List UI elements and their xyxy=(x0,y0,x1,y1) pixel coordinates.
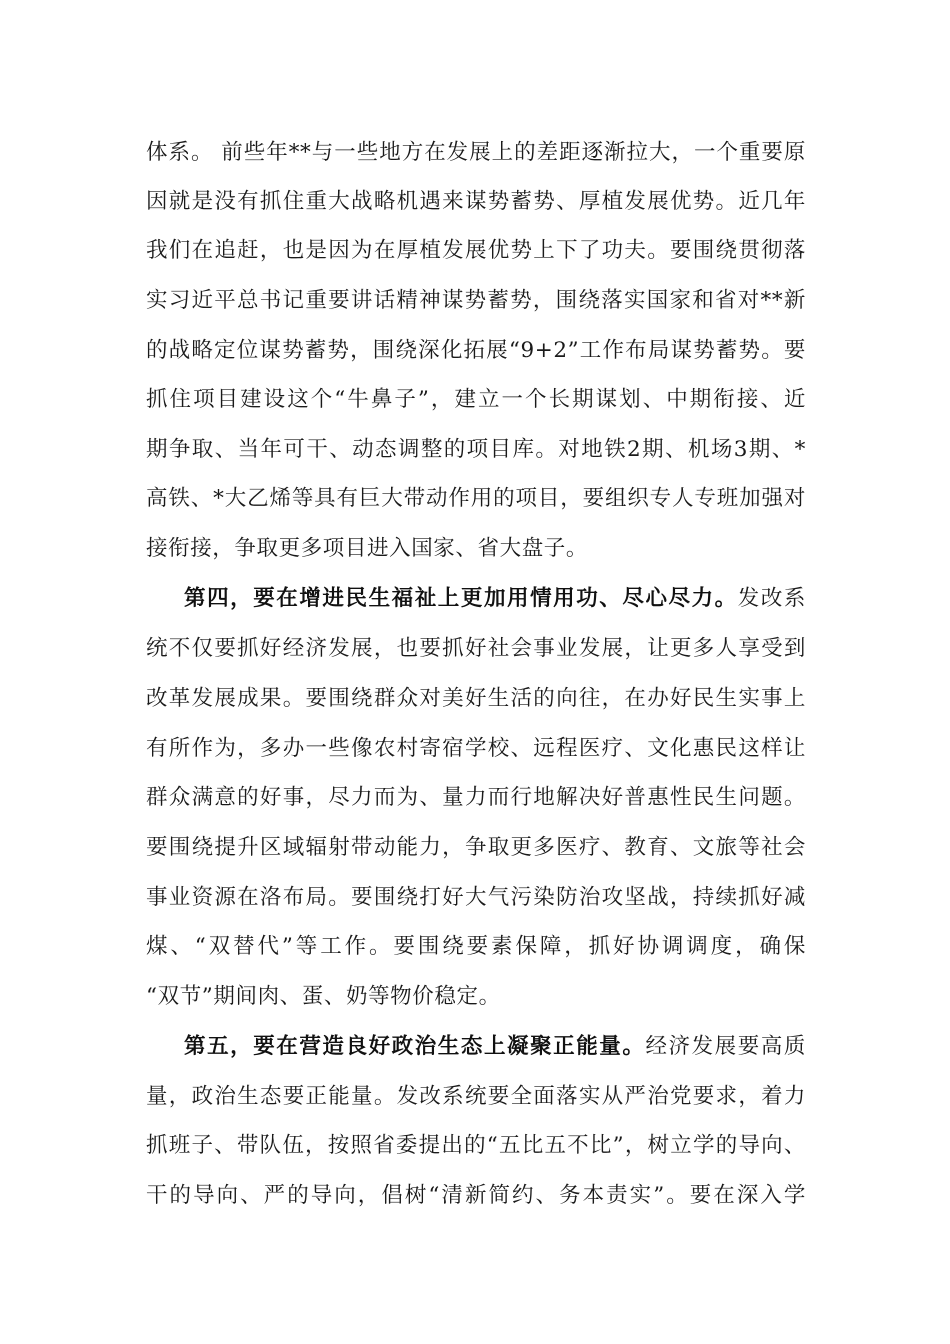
line-text: 的战略定位谋势蓄势，围绕深化拓展“9+2”工作布局谋势蓄势。要 xyxy=(146,338,806,363)
body-line-20 xyxy=(146,1082,806,1112)
line-text: 抓住项目建设这个“牛鼻子”，建立一个长期谋划、中期衔接、近 xyxy=(146,387,806,412)
body-line-21 xyxy=(146,1131,806,1161)
line-text: 事业资源在洛布局。要围绕打好大气污染防治攻坚战，持续抓好减 xyxy=(146,885,806,910)
section-four-heading-line xyxy=(184,584,806,614)
body-line-14 xyxy=(146,783,806,813)
body-line-5 xyxy=(146,336,806,366)
line-text: 实习近平总书记重要讲话精神谋势蓄势，围绕落实国家和省对**新 xyxy=(146,288,806,313)
line-text: 我们在追赶，也是因为在厚植发展优势上下了功夫。要围绕贯彻落 xyxy=(146,238,806,263)
section-five-heading: 第五，要在营造良好政治生态上凝聚正能量。 xyxy=(184,1034,646,1059)
body-line-7 xyxy=(146,435,806,465)
line-text: 经济发展要高质 xyxy=(645,1034,806,1059)
line-text: “双节”期间肉、蛋、奶等物价稳定。 xyxy=(146,984,501,1009)
line-text: 因就是没有抓住重大战略机遇来谋势蓄势、厚植发展优势。近几年 xyxy=(146,189,806,214)
line-text: 要围绕提升区域辐射带动能力，争取更多医疗、教育、文旅等社会 xyxy=(146,835,806,860)
line-text: 抓班子、带队伍，按照省委提出的“五比五不比”，树立学的导向、 xyxy=(146,1133,806,1158)
body-line-22 xyxy=(146,1181,806,1211)
body-line-16 xyxy=(146,883,806,913)
section-four-heading: 第四，要在增进民生福祉上更加用情用功、尽心尽力。 xyxy=(184,586,738,611)
line-text: 发改系 xyxy=(737,586,806,611)
body-line-2 xyxy=(146,187,806,217)
body-line-1 xyxy=(146,138,806,168)
line-text: 接衔接，争取更多项目进入国家、省大盘子。 xyxy=(146,536,589,561)
line-text: 改革发展成果。要围绕群众对美好生活的向往，在办好民生实事上 xyxy=(146,686,806,711)
line-text: 期争取、当年可干、动态调整的项目库。对地铁2期、机场3期、* xyxy=(146,437,806,462)
body-line-3 xyxy=(146,236,806,266)
body-line-8 xyxy=(146,484,806,514)
line-text: 体系。 前些年**与一些地方在发展上的差距逐渐拉大，一个重要原 xyxy=(146,140,806,165)
body-line-6 xyxy=(146,385,806,415)
line-text: 量，政治生态要正能量。发改系统要全面落实从严治党要求，着力 xyxy=(146,1084,806,1109)
line-text: 高铁、*大乙烯等具有巨大带动作用的项目，要组织专人专班加强对 xyxy=(146,486,806,511)
body-line-9 xyxy=(146,534,806,564)
line-text: 煤、“双替代”等工作。要围绕要素保障，抓好协调调度，确保 xyxy=(146,934,806,959)
line-text: 统不仅要抓好经济发展，也要抓好社会事业发展，让更多人享受到 xyxy=(146,636,806,661)
line-text: 有所作为，多办一些像农村寄宿学校、远程医疗、文化惠民这样让 xyxy=(146,736,806,761)
body-line-13 xyxy=(146,734,806,764)
body-line-18 xyxy=(146,982,806,1012)
body-line-4 xyxy=(146,286,806,316)
line-text: 群众满意的好事，尽力而为、量力而行地解决好普惠性民生问题。 xyxy=(146,785,806,810)
section-five-heading-line xyxy=(184,1032,806,1062)
body-line-17 xyxy=(146,932,806,962)
body-line-15 xyxy=(146,833,806,863)
body-line-12 xyxy=(146,684,806,714)
body-line-11 xyxy=(146,634,806,664)
line-text: 干的导向、严的导向，倡树“清新简约、务本责实”。要在深入学 xyxy=(146,1183,806,1208)
